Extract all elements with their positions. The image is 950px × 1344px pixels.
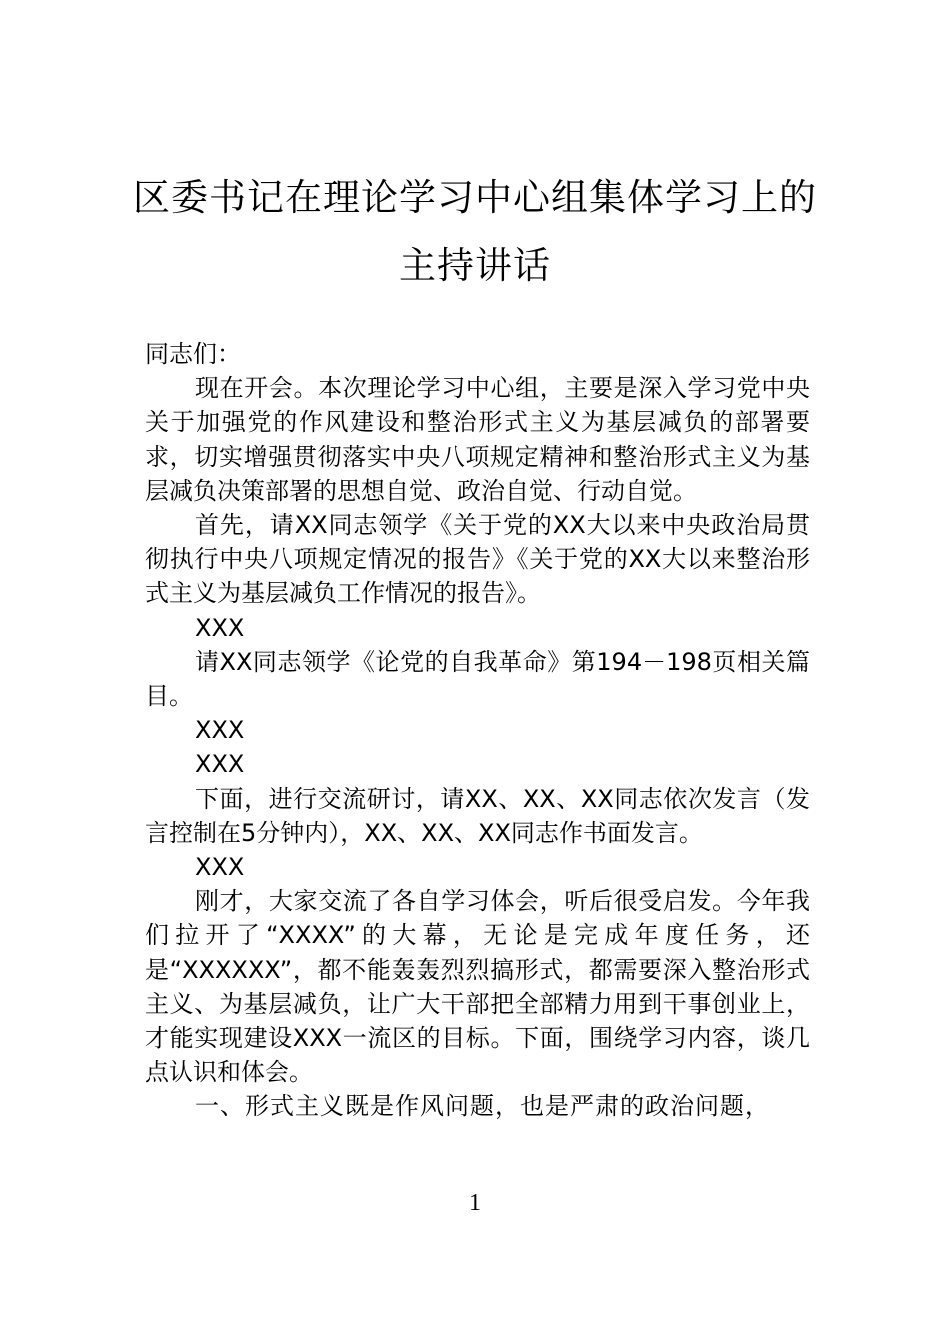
section-heading-1: 一、形式主义既是作风问题，也是严肃的政治问题， [195, 1092, 770, 1121]
paragraph-opening: 现在开会。本次理论学习中心组，主要是深入学习党中央关于加强党的作风建设和整治形式主义为基层减负的部署要求，切实增强贯彻落实中央八项规定精神和整治形式主义为基层减负决策部署的思想自觉、政治自觉、行动自觉。 [145, 374, 810, 505]
placeholder-line: XXX [195, 716, 245, 745]
paragraph-discussion: 下面，进行交流研讨，请XX、XX、XX同志依次发言（发言控制在5分钟内），XX、XX、XX同志作书面发言。 [145, 784, 810, 847]
document-title-line-1: 区委书记在理论学习中心组集体学习上的 [133, 176, 817, 219]
paragraph-first-study: 首先，请XX同志领学《关于党的XX大以来中央政治局贯彻执行中央八项规定情况的报告》《关于党的XX大以来整治形式主义为基层减负工作情况的报告》。 [145, 511, 810, 608]
paragraph-second-study: 请XX同志领学《论党的自我革命》第194－198页相关篇目。 [145, 647, 810, 711]
placeholder-line: XXX [195, 613, 245, 642]
salutation: 同志们： [145, 340, 241, 368]
placeholder-line: XXX [195, 750, 245, 779]
placeholder-line: XXX [195, 853, 245, 882]
document-title-line-2: 主持讲话 [399, 244, 551, 287]
paragraph-summary: 刚才，大家交流了各自学习体会，听后很受启发。今年我们拉开了“XXXX”的大幕，无论是完成年度任务，还是“XXXXXX”，都不能轰轰烈烈搞形式，都需要深入整治形式主义、为基层减负，让广大干部把全部精力用到干事创业上，才能实现建设XXX一流区的目标。下面，围绕学习内容，谈几点认识和体会。 [145, 887, 810, 1087]
document-body [145, 337, 810, 1124]
page-number: 1 [469, 1190, 481, 1216]
